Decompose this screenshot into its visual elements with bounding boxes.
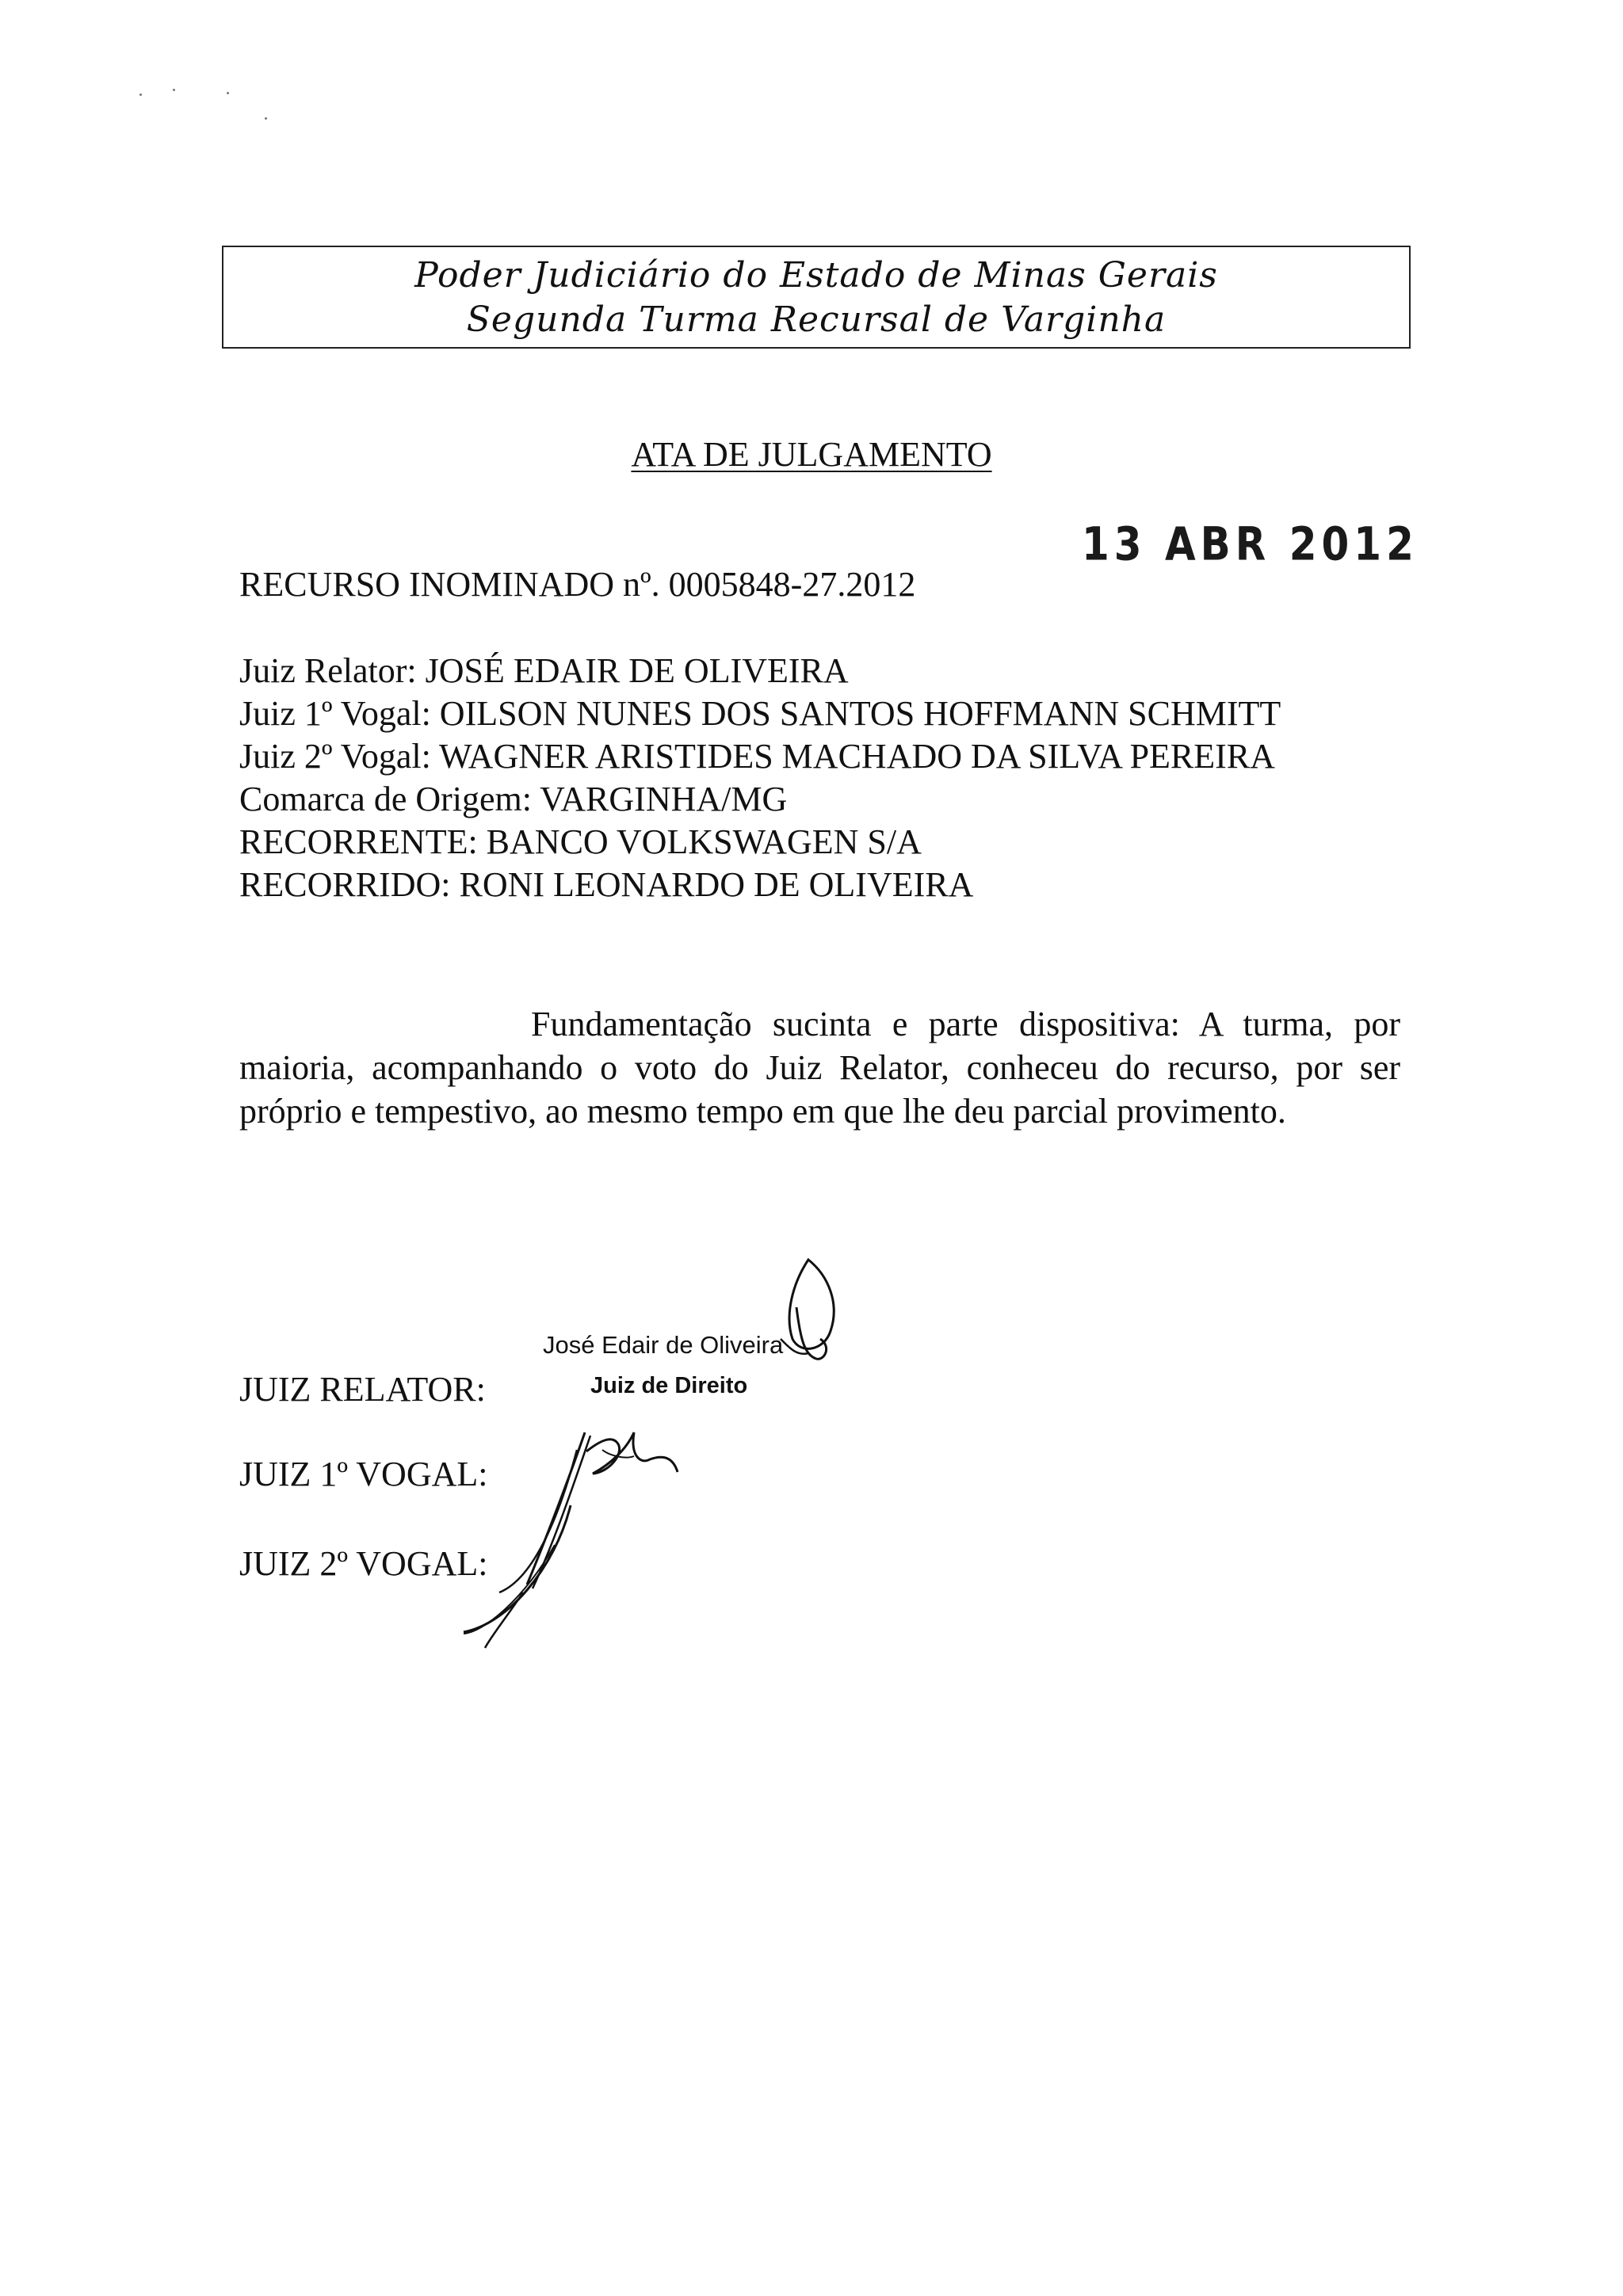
origin-district-line: Comarca de Origem: VARGINHA/MG	[239, 780, 788, 818]
scan-speck	[227, 92, 229, 94]
judge-vogal1-line: Juiz 1º Vogal: OILSON NUNES DOS SANTOS HOFFMANN SCHMITT	[239, 694, 1281, 733]
scan-speck	[173, 89, 175, 91]
relator-signature-label: JUIZ RELATOR:	[239, 1370, 486, 1409]
document-title: ATA DE JULGAMENTO	[631, 435, 992, 474]
scan-speck	[139, 93, 142, 96]
relator-stamp-role: Juiz de Direito	[590, 1373, 748, 1398]
relator-stamp-name: José Edair de Oliveira	[543, 1331, 784, 1359]
appellant-line: RECORRENTE: BANCO VOLKSWAGEN S/A	[239, 822, 922, 861]
parties-list	[239, 650, 1281, 906]
appellee-line: RECORRIDO: RONI LEONARDO DE OLIVEIRA	[239, 865, 974, 904]
court-header-box	[222, 246, 1411, 349]
court-name: Poder Judiciário do Estado de Minas Gerais	[414, 255, 1218, 296]
vogal-handwritten-signature	[527, 1432, 585, 1585]
vogal2-signature-label: JUIZ 2º VOGAL:	[239, 1544, 488, 1583]
date-stamp: 13 ABR 2012	[1082, 517, 1419, 571]
case-number: RECURSO INOMINADO nº. 0005848-27.2012	[239, 565, 916, 604]
judge-vogal2-line: Juiz 2º Vogal: WAGNER ARISTIDES MACHADO DA SILVA PEREIRA	[239, 737, 1275, 776]
panel-name: Segunda Turma Recursal de Varginha	[466, 299, 1167, 340]
scan-speck	[265, 117, 267, 120]
judge-relator-line: Juiz Relator: JOSÉ EDAIR DE OLIVEIRA	[239, 651, 849, 690]
relator-handwritten-signature	[789, 1260, 834, 1348]
vogal1-signature-label: JUIZ 1º VOGAL:	[239, 1455, 488, 1493]
decision-paragraph: Fundamentação sucinta e parte dispositiva: A turma, por maioria, acompanhando o voto do Juiz Relator, conheceu do recurso, por ser próprio e tempestivo, ao mesmo tempo em que lhe deu parcial provimento.	[239, 1005, 1400, 1131]
